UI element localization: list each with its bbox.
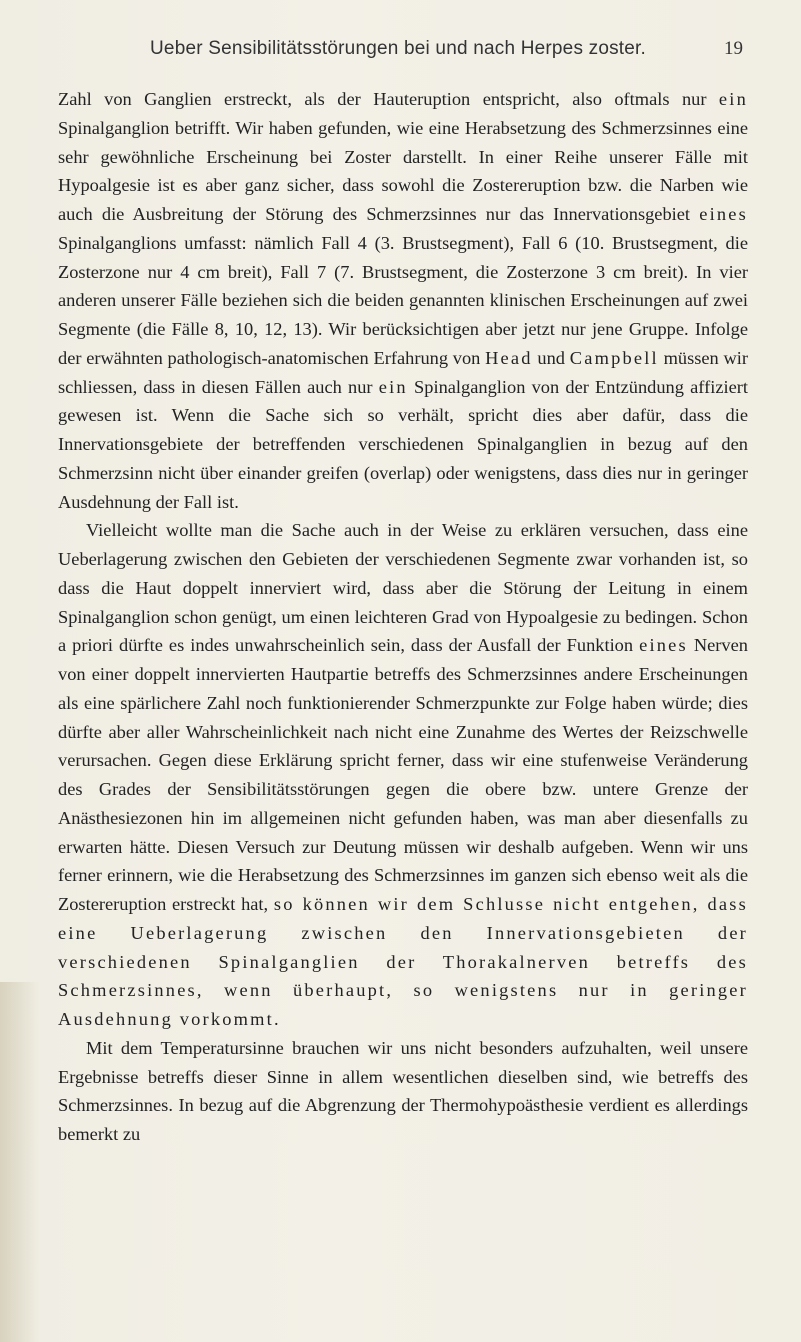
text-segment: Nerven von einer doppelt innervierten Hautpartie betreffs des Schmerzsinnes andere Erscheinungen als eine spärlichere Zahl noch funktionierender Schmerzpunkte zur Folge haben würde; dies dürfte aber aller Wahrscheinlichkeit nach nicht eine Zunahme des Wertes der Reizschwelle verursachen. Gegen diese Erklärung spricht ferner, dass wir eine stufenweise Veränderung des Grades der Sensibilitätsstörungen gegen die obere bzw. untere Grenze der Anästhesiezonen hin im allgemeinen nicht gefunden haben, was man aber diesenfalls zu erwarten hätte. Diesen Versuch zur Deutung müssen wir deshalb aufgeben. Wenn wir uns ferner erinnern, wie die Herabsetzung des Schmerzsinnes im ganzen sich ebenso weit als die Zostereruption erstreckt hat, <box>58 635 748 914</box>
body-text <box>58 85 748 1149</box>
text-segment-spaced: eines <box>699 204 748 224</box>
text-segment: Spinalganglion betrifft. Wir haben gefunden, wie eine Herabsetzung des Schmerzsinnes eine sehr gewöhnliche Erscheinung bei Zoster darstellt. In einer Reihe unserer Fälle mit Hypoalgesie ist es aber ganz sicher, dass sowohl die Zostereruption bzw. die Narben wie auch die Ausbreitung der Störung des Schmerzsinnes nur das Innervationsgebiet <box>58 117 748 224</box>
page-edge-shadow <box>0 982 40 1342</box>
text-segment: Vielleicht wollte man die Sache auch in der Weise zu erklären versuchen, dass eine Ueberlagerung zwischen den Gebieten der verschiedenen Segmente zwar vorhanden ist, so dass die Haut doppelt innerviert wird, dass aber die Störung der Leitung in einem Spinalganglion schon genügt, um einen leichteren Grad von Hypoalgesie zu bedingen. Schon a priori dürfte es indes unwahrscheinlich sein, dass der Ausfall der Funktion <box>58 520 748 656</box>
paragraph <box>58 516 748 1034</box>
text-segment: und <box>532 347 570 368</box>
text-segment-spaced: ein <box>718 89 748 109</box>
text-segment: Spinalganglion von der Entzündung affiziert gewesen ist. Wenn die Sache sich so verhält, spricht dies aber dafür, dass die Innervationsgebiete der betreffenden verschiedenen Spinalganglien in bezug auf den Schmerzsinn nicht über einander greifen (overlap) oder wenigstens, dass dies nur in geringer Ausdehnung der Fall ist. <box>58 376 748 512</box>
author-name-campbell: Campbell <box>569 347 659 368</box>
conclusion-emphasis: so können wir dem Schlusse nicht entgehen, dass eine Ueberlagerung zwischen den Innervationsgebieten der verschiedenen Spinalganglien der Thorakalnerven betreffs des Schmerzsinnes, wenn überhaupt, so wenigstens nur in geringer Ausdehnung vorkommt. <box>58 894 748 1029</box>
text-segment-spaced: eines <box>639 635 688 656</box>
text-segment-spaced: ein <box>378 376 408 397</box>
paragraph <box>58 1034 748 1149</box>
text-segment: Zahl von Ganglien erstreckt, als der Hauteruption entspricht, also oftmals nur <box>58 89 719 109</box>
running-header: Ueber Sensibilitätsstörungen bei und nach Herpes zoster. <box>150 38 646 59</box>
text-segment: Mit dem Temperatursinne brauchen wir uns nicht besonders aufzuhalten, weil unsere Ergebnisse betreffs dieser Sinne in allem wesentlichen dieselben sind, wie betreffs des Schmerzsinnes. In bezug auf die Abgrenzung der Thermohypoästhesie verdient es allerdings bemerkt zu <box>58 1037 748 1144</box>
paragraph <box>58 85 748 516</box>
text-segment: müssen wir schliessen, dass in diesen Fällen auch nur <box>58 347 748 397</box>
page-number: 19 <box>724 38 743 59</box>
text-segment: Spinalganglions umfasst: nämlich Fall 4 (3. Brustsegment), Fall 6 (10. Brustsegment, die Zosterzone nur 4 cm breit), Fall 7 (7. Brustsegment, die Zosterzone 3 cm breit). In vier anderen unserer Fälle beziehen sich die beiden genannten klinischen Erscheinungen auf zwei Segmente (die Fälle 8, 10, 12, 13). Wir berücksichtigen aber jetzt nur jene Gruppe. Infolge der erwähnten pathologisch-anatomischen Erfahrung von <box>58 232 748 368</box>
author-name-head: Head <box>485 347 533 368</box>
